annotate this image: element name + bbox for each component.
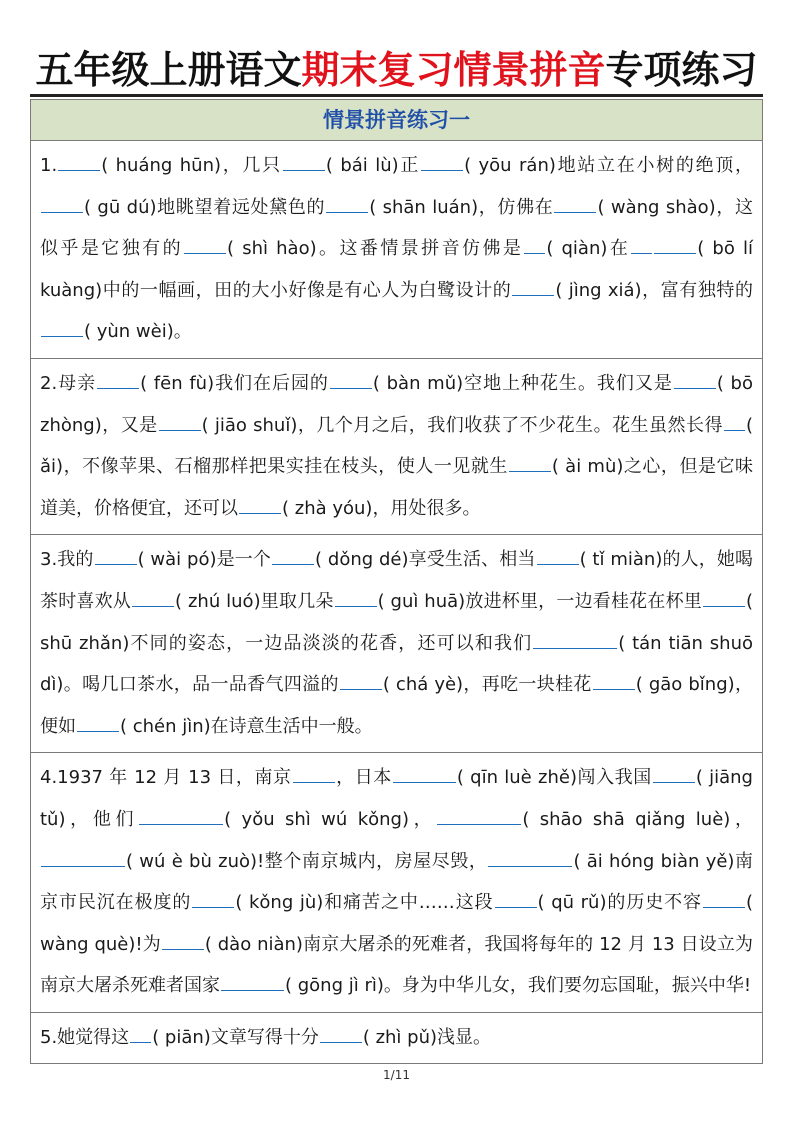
answer-blank[interactable] <box>631 233 652 254</box>
answer-blank[interactable] <box>653 762 695 783</box>
question-text: ( wú è bù zuò)!整个南京城内，房屋尽毁， <box>126 850 488 872</box>
question-text: ( zhú luó)里取几朵 <box>175 590 334 612</box>
question-text: ( gāo bǐng)，便如 <box>40 674 753 737</box>
question-text: ( chá yè)，再吃一块桂花 <box>382 674 592 696</box>
question-5 <box>31 1013 762 1064</box>
answer-blank[interactable] <box>41 192 83 213</box>
answer-blank[interactable] <box>77 711 119 732</box>
answer-blank[interactable] <box>283 150 325 171</box>
question-1 <box>31 141 762 359</box>
question-text: ( kǒng jù)和痛苦之中……这段 <box>235 892 494 914</box>
question-text: ( gōng jì rì)。身为中华儿女，我们要勿忘国耻，振兴中华! <box>285 975 752 997</box>
answer-blank[interactable] <box>162 929 204 950</box>
answer-blank[interactable] <box>654 233 696 254</box>
answer-blank[interactable] <box>326 192 368 213</box>
question-text: 5.她觉得这 <box>40 1026 130 1048</box>
question-text: ( ài mù)之心，但是它味道美，价格便宜，还可以 <box>40 456 753 519</box>
page-title <box>0 40 793 100</box>
question-text: ( bō lí kuàng)中的一幅画，田的大小好像是有心人为白鹭设计的 <box>40 238 754 301</box>
question-text: ( āi hóng biàn yě)南京市民沉在极度的 <box>40 850 754 914</box>
question-text: ( jìng xiá)，富有独特的 <box>555 279 753 301</box>
question-text: ( qū rǔ)的历史不容 <box>537 892 702 914</box>
question-text: ( piān)文章写得十分 <box>152 1026 319 1048</box>
question-text: ( wàng què)!为 <box>40 892 753 955</box>
answer-blank[interactable] <box>537 544 579 565</box>
title-part-practice: 专项练习 <box>605 47 758 92</box>
answer-blank[interactable] <box>593 669 635 690</box>
answer-blank[interactable] <box>421 150 463 171</box>
question-text: 1. <box>40 155 58 176</box>
answer-blank[interactable] <box>330 368 372 389</box>
answer-blank[interactable] <box>221 970 284 991</box>
question-text: ( zhà yóu)，用处很多。 <box>282 497 481 519</box>
answer-blank[interactable] <box>554 192 596 213</box>
answer-blank[interactable] <box>335 586 377 607</box>
question-text: ( yǒu shì wú kǒng)， <box>224 808 437 830</box>
answer-blank[interactable] <box>703 887 745 908</box>
question-text: ( tǐ miàn)的人，她喝茶时喜欢从 <box>40 549 753 612</box>
answer-blank[interactable] <box>272 544 314 565</box>
question-text: ( wài pó)是一个 <box>137 549 272 571</box>
question-text: 4.1937 年 12 月 13 日，南京 <box>40 767 292 789</box>
question-text: ( bái lù)正 <box>325 155 421 176</box>
exercise-table <box>30 99 763 1064</box>
answer-blank[interactable] <box>703 586 745 607</box>
question-text: 3.我的 <box>40 549 94 571</box>
question-text: ( gū dú)地眺望着远处黛色的 <box>84 196 326 218</box>
title-part-topic: 期末复习情景拼音 <box>301 47 606 92</box>
answer-blank[interactable] <box>184 233 226 254</box>
question-text: ( shāo shā qiǎng luè)， <box>522 808 753 830</box>
question-text: ( dǒng dé)享受生活、相当 <box>315 549 536 571</box>
question-text: ( yùn wèi)。 <box>84 321 192 343</box>
answer-blank[interactable] <box>239 493 281 514</box>
question-text: ( qiàn)在 <box>546 238 631 260</box>
answer-blank[interactable] <box>159 410 201 431</box>
answer-blank[interactable] <box>41 846 125 867</box>
answer-blank[interactable] <box>41 316 83 337</box>
question-text: ( jiāng tǔ)，他们 <box>40 767 753 830</box>
answer-blank[interactable] <box>509 451 551 472</box>
answer-blank[interactable] <box>533 628 617 649</box>
answer-blank[interactable] <box>340 669 382 690</box>
question-text: ( dào niàn)南京大屠杀的死难者，我国将每年的 12 月 13 日设立为南京大屠杀死难者国家 <box>40 933 753 997</box>
question-text: ( jiāo shuǐ)，几个月之后，我们收获了不少花生。花生虽然长得 <box>201 414 723 436</box>
question-text: ( tán tiān shuō dì)。喝几口茶水，品一品香气四溢的 <box>40 632 753 696</box>
answer-blank[interactable] <box>437 804 521 825</box>
question-text: ( shì hào)。这番情景拼音仿佛是 <box>227 238 524 260</box>
answer-blank[interactable] <box>524 233 545 254</box>
question-3 <box>31 535 762 753</box>
title-underline <box>30 94 763 97</box>
answer-blank[interactable] <box>512 275 554 296</box>
answer-blank[interactable] <box>674 368 716 389</box>
page-number: 1/11 <box>383 1068 410 1082</box>
question-text: ( zhì pǔ)浅显。 <box>362 1026 492 1048</box>
answer-blank[interactable] <box>393 762 456 783</box>
answer-blank[interactable] <box>95 544 137 565</box>
answer-blank[interactable] <box>724 410 745 431</box>
question-text: 2.母亲 <box>40 372 97 394</box>
answer-blank[interactable] <box>293 762 335 783</box>
question-4 <box>31 753 762 1013</box>
title-part-grade: 五年级上册语文 <box>35 47 302 92</box>
answer-blank[interactable] <box>58 150 100 171</box>
section-header: 情景拼音练习一 <box>31 100 762 141</box>
answer-blank[interactable] <box>495 887 537 908</box>
question-text: ( shān luán)，仿佛在 <box>369 196 554 218</box>
question-text: ( fēn fù)我们在后园的 <box>140 372 329 394</box>
question-text: ( qīn luè zhě)闯入我国 <box>456 767 652 789</box>
answer-blank[interactable] <box>320 1022 362 1043</box>
question-text: ( ǎi)，不像苹果、石榴那样把果实挂在枝头，使人一见就生 <box>40 414 753 478</box>
question-2 <box>31 359 762 535</box>
answer-blank[interactable] <box>97 368 139 389</box>
answer-blank[interactable] <box>139 804 223 825</box>
answer-blank[interactable] <box>130 1022 151 1043</box>
question-text: ( bō zhòng)，又是 <box>40 372 753 436</box>
question-text: ( bàn mǔ)空地上种花生。我们又是 <box>372 372 673 394</box>
question-text: ( guì huā)放进杯里，一边看桂花在杯里 <box>377 590 702 612</box>
answer-blank[interactable] <box>132 586 174 607</box>
question-text: ( yōu rán)地站立在小树的绝顶， <box>464 155 753 176</box>
answer-blank[interactable] <box>488 846 572 867</box>
question-text: ( chén jìn)在诗意生活中一般。 <box>120 715 373 737</box>
question-text: ，日本 <box>335 767 392 789</box>
answer-blank[interactable] <box>192 887 234 908</box>
question-text: ( shū zhǎn)不同的姿态，一边品淡淡的花香，还可以和我们 <box>40 590 753 654</box>
question-text: ( wàng shào)，这似乎是它独有的 <box>40 196 754 260</box>
question-text: ( huáng hūn)，几只 <box>101 155 282 176</box>
